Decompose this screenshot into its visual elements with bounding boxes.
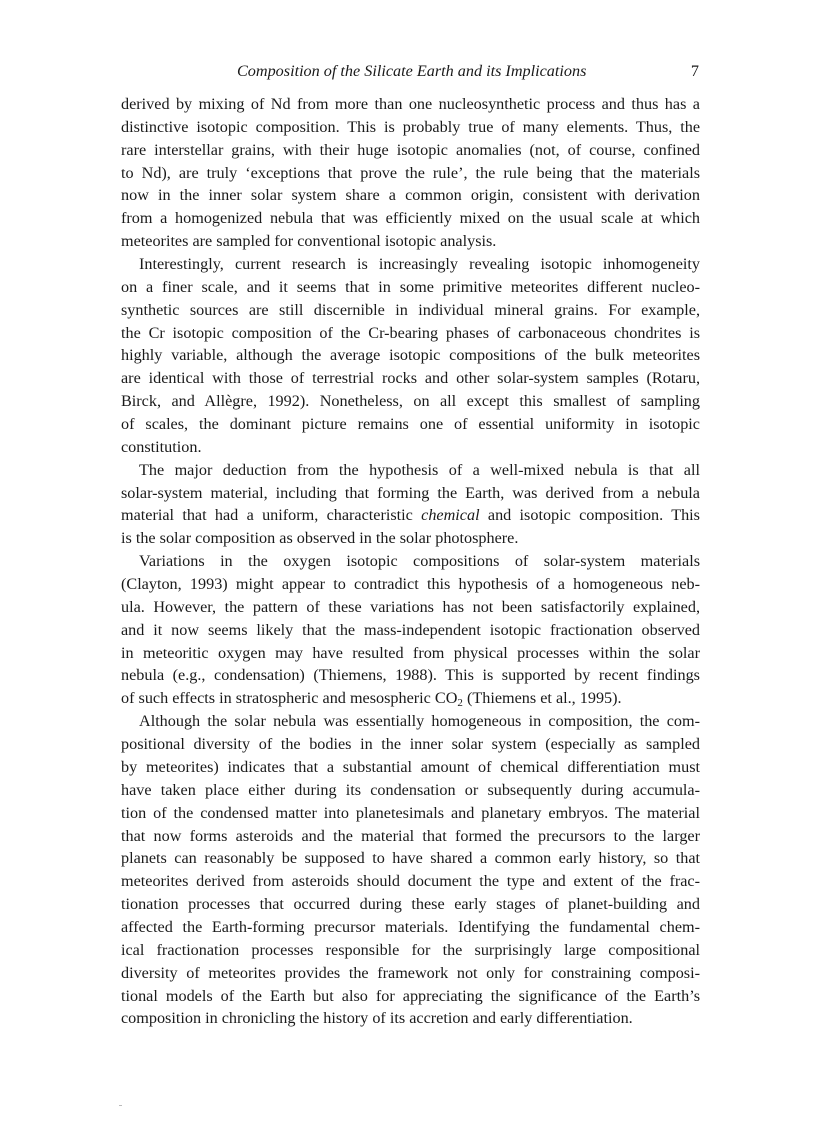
text-line: synthetic sources are still discernible in individual mineral grains. For example, [121,300,700,319]
text-line: tional models of the Earth but also for appreciating the significance of the Earth’s [121,986,700,1005]
text-line: derived by mixing of Nd from more than one nucleosynthetic process and thus has a [121,95,700,113]
text-line: in meteoritic oxygen may have resulted from physical processes within the solar [121,643,700,662]
text-line: meteorites are sampled for conventional isotopic analysis. [121,232,497,251]
text-line: positional diversity of the bodies in the inner solar system (especially as sampled [121,735,700,754]
text-line: nebula (e.g., condensation) (Thiemens, 1988). This is supported by recent findings [121,666,700,685]
text-line: planets can reasonably be supposed to have shared a common early history, so that [121,849,700,868]
text-line: tion of the condensed matter into planetesimals and planetary embryos. The material [121,803,700,822]
text-line: diversity of meteorites provides the framework not only for constraining composi- [121,963,700,982]
text-line: tionation processes that occurred during these early stages of planet-building and [121,895,700,914]
text-line: of such effects in stratospheric and mesospheric $CO_2$ (Thiemens et al., 1995). [121,689,622,710]
paragraph [121,93,700,253]
page-number: 7 [690,62,699,80]
text-line: on a finer scale, and it seems that in some primitive meteorites different nucleo- [121,277,700,296]
text-line: solar-system material, including that forming the Earth, was derived from a nebula [121,483,700,502]
paragraph [121,253,700,459]
text-line: meteorites derived from asteroids should document the type and extent of the frac- [121,872,700,891]
text-line: by meteorites) indicates that a substantial amount of chemical differentiation must [121,757,700,776]
paragraph [121,550,700,710]
text-line: constitution. [121,437,202,456]
text-line: and it now seems likely that the mass-independent isotopic fractionation observed [121,620,700,639]
running-head-title: Composition of the Silicate Earth and its Implications [237,62,587,80]
paragraph [121,459,700,550]
text-line: rare interstellar grains, with their huge isotopic anomalies (not, of course, confined [121,140,700,159]
text-line: to Nd), are truly ‘exceptions that prove the rule’, the rule being that the materials [121,163,700,182]
text-line: the Cr isotopic composition of the Cr-bearing phases of carbonaceous chondrites is [121,323,700,342]
text-line: have taken place either during its condensation or subsequently during accumula- [121,780,700,799]
text-line: The major deduction from the hypothesis of a well-mixed nebula is that all [139,460,700,479]
paragraph [121,710,700,1030]
running-head [121,60,700,82]
text-line: from a homogenized nebula that was efficiently mixed on the usual scale at which [121,209,700,228]
text-line: of scales, the dominant picture remains one of essential uniformity in isotopic [121,415,700,434]
text-line: that now forms asteroids and the material that formed the precursors to the larger [121,826,700,845]
text-line: (Clayton, 1993) might appear to contradict this hypothesis of a homogeneous neb- [121,575,700,594]
text-line: Birck, and Allègre, 1992). Nonetheless, on all except this smallest of sampling [121,392,700,411]
text-line: distinctive isotopic composition. This is probably true of many elements. Thus, the [121,117,700,136]
body-text [121,93,700,1030]
text-line: Variations in the oxygen isotopic compositions of solar-system materials [139,552,700,571]
text-line: Interestingly, current research is increasingly revealing isotopic inhomogeneity [139,255,700,274]
text-line: affected the Earth-forming precursor materials. Identifying the fundamental chem- [121,917,700,936]
text-line: Although the solar nebula was essentially homogeneous in composition, the com- [139,712,700,731]
text-line: highly variable, although the average isotopic compositions of the bulk meteorites [121,346,700,365]
emphasis: chemical [421,506,480,525]
scan-artifact [119,1105,122,1106]
text-line: material that had a uniform, characteristic chemical and isotopic composition. This [121,506,700,525]
text-line: now in the inner solar system share a common origin, consistent with derivation [121,186,700,205]
text-line: composition in chronicling the history of its accretion and early differentiation. [121,1009,633,1028]
text-line: ula. However, the pattern of these variations has not been satisfactorily explained, [121,597,700,616]
text-line: is the solar composition as observed in the solar photosphere. [121,529,519,548]
text-line: ical fractionation processes responsible for the surprisingly large compositional [121,940,700,959]
text-line: are identical with those of terrestrial rocks and other solar-system samples (Rotaru, [121,369,700,388]
subscript: 2 [457,697,463,710]
